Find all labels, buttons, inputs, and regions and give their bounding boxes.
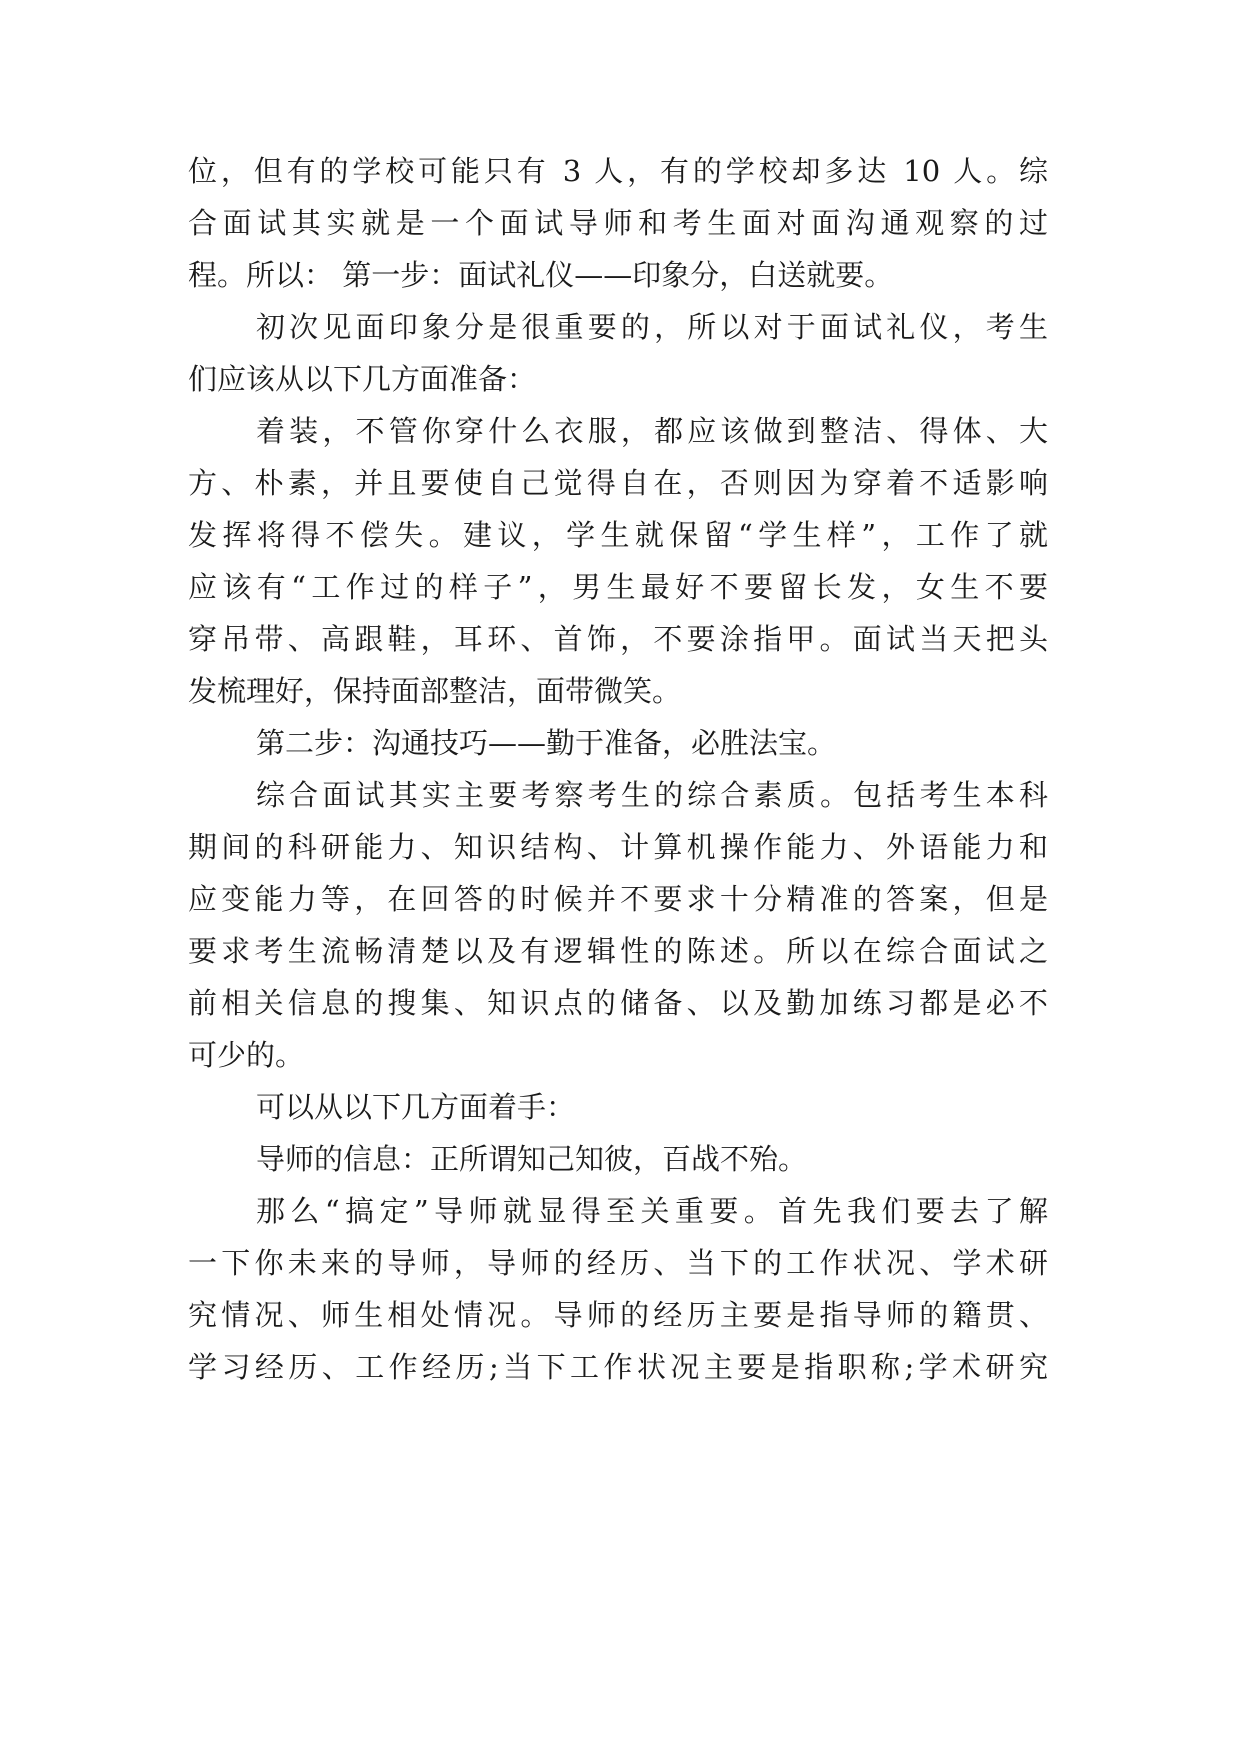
text-line-15: 应变能力等，在回答的时候并不要求十分精准的答案，但是 [188,882,1048,916]
text-line-4: 初次见面印象分是很重要的，所以对于面试礼仪，考生 [256,310,1048,344]
text-line-17: 前相关信息的搜集、知识点的储备、以及勤加练习都是必不 [188,986,1048,1020]
text-line-12: 第二步：沟通技巧——勤于准备，必胜法宝。 [256,726,837,760]
text-line-5: 们应该从以下几方面准备： [188,362,537,396]
text-line-24: 学习经历、工作经历;当下工作状况主要是指职称;学术研究 [188,1350,1048,1384]
text-line-16: 要求考生流畅清楚以及有逻辑性的陈述。所以在综合面试之 [188,934,1048,968]
text-line-8: 发挥将得不偿失。建议，学生就保留“学生样”，工作了就 [188,518,1048,552]
text-line-14: 期间的科研能力、知识结构、计算机操作能力、外语能力和 [188,830,1048,864]
text-line-13: 综合面试其实主要考察考生的综合素质。包括考生本科 [256,778,1048,812]
text-line-1: 位，但有的学校可能只有 3 人，有的学校却多达 10 人。综 [188,154,1048,188]
text-line-20: 导师的信息：正所谓知己知彼，百战不殆。 [256,1142,808,1176]
text-line-3: 程。所以： 第一步：面试礼仪——印象分，白送就要。 [188,258,894,292]
text-line-22: 一下你未来的导师，导师的经历、当下的工作状况、学术研 [188,1246,1048,1280]
text-line-6: 着装，不管你穿什么衣服，都应该做到整洁、得体、大 [256,414,1048,448]
text-line-11: 发梳理好，保持面部整洁，面带微笑。 [188,674,682,708]
text-line-21: 那么“搞定”导师就显得至关重要。首先我们要去了解 [256,1194,1048,1228]
text-line-9: 应该有“工作过的样子”，男生最好不要留长发，女生不要 [188,570,1048,604]
text-line-2: 合面试其实就是一个面试导师和考生面对面沟通观察的过 [188,206,1048,240]
text-line-19: 可以从以下几方面着手： [256,1090,576,1124]
text-line-7: 方、朴素，并且要使自己觉得自在，否则因为穿着不适影响 [188,466,1048,500]
text-line-10: 穿吊带、高跟鞋，耳环、首饰，不要涂指甲。面试当天把头 [188,622,1048,656]
text-line-18: 可少的。 [188,1038,305,1072]
text-line-23: 究情况、师生相处情况。导师的经历主要是指导师的籍贯、 [188,1298,1048,1332]
